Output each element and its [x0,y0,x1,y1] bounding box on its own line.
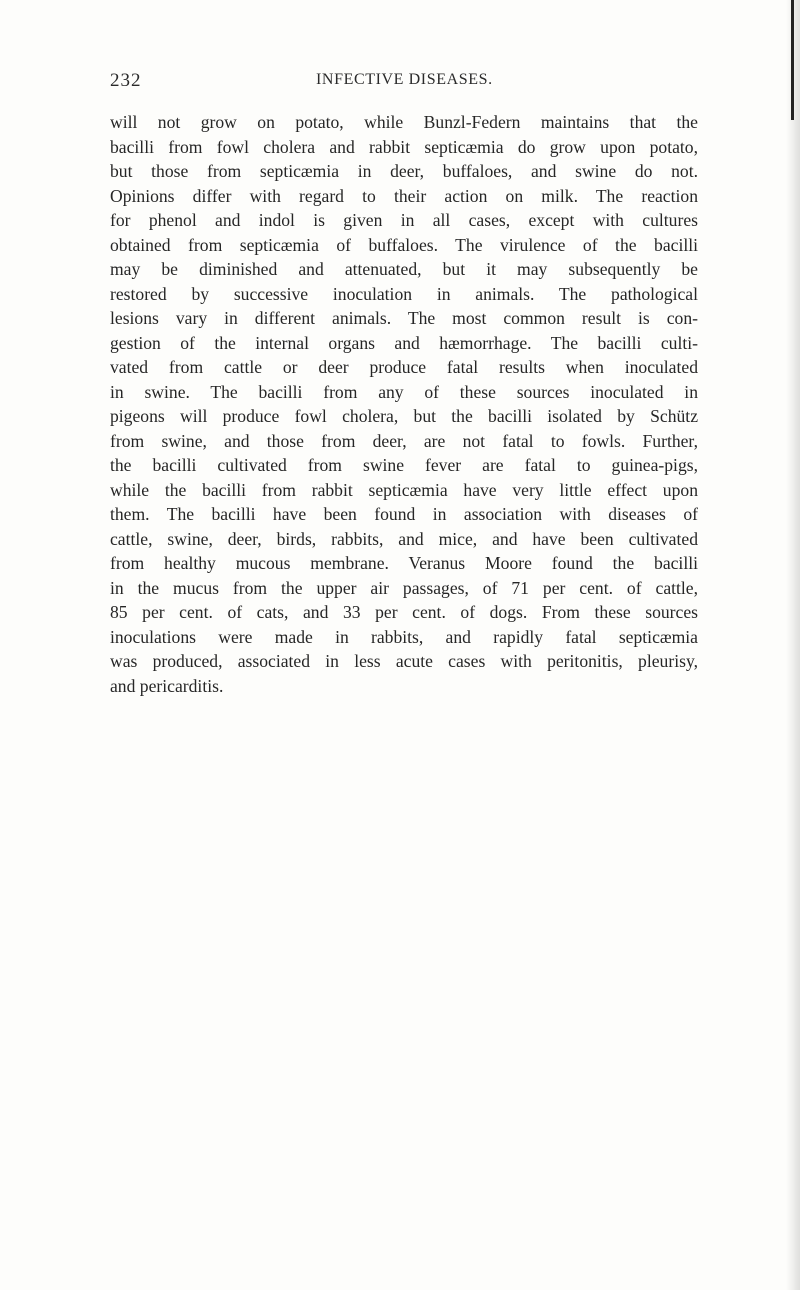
text-line: gestion of the internal organs and hæmorrhage. The bacilli culti- [110,332,698,353]
text-line: will not grow on potato, while Bunzl-Federn maintains that the [110,112,698,132]
text-line: from healthy mucous membrane. Veranus Moore found the bacilli [110,553,698,573]
running-title: INFECTIVE DISEASES. [316,71,493,88]
page-edge-shadow [786,0,800,1290]
text-line: the bacilli cultivated from swine fever are fatal to guinea-pigs, [110,455,698,475]
text-line: for phenol and indol is given in all cases, except with cultures [110,210,698,230]
text-line: may be diminished and attenuated, but it may subsequently be [110,259,698,279]
text-line: pigeons will produce fowl cholera, but the bacilli isolated by Schütz [110,406,698,426]
text-line: inoculations were made in rabbits, and rapidly fatal septicæmia [110,626,698,647]
text-line: and pericarditis. [110,675,224,696]
page-edge-line [791,0,794,120]
text-line: but those from septicæmia in deer, buffaloes, and swine do not. [110,161,698,181]
text-line: bacilli from fowl cholera and rabbit septicæmia do grow upon potato, [110,136,698,157]
text-line: 85 per cent. of cats, and 33 per cent. of dogs. From these sources [110,602,698,622]
text-line: vated from cattle or deer produce fatal results when inoculated [110,357,698,377]
text-line: in the mucus from the upper air passages, of 71 per cent. of cattle, [110,577,698,598]
text-line: was produced, associated in less acute cases with peritonitis, pleurisy, [110,651,698,671]
running-head [110,70,705,96]
text-line: cattle, swine, deer, birds, rabbits, and mice, and have been cultivated [110,528,698,549]
text-line: them. The bacilli have been found in association with diseases of [110,504,698,524]
body-paragraph [110,110,698,698]
text-line: obtained from septicæmia of buffaloes. The virulence of the bacilli [110,234,698,255]
text-line: while the bacilli from rabbit septicæmia have very little effect upon [110,479,698,500]
text-line: in swine. The bacilli from any of these sources inoculated in [110,381,698,402]
text-line: restored by successive inoculation in animals. The pathological [110,283,698,304]
page-number: 232 [110,70,142,91]
text-line: Opinions differ with regard to their action on milk. The reaction [110,185,698,206]
text-line: from swine, and those from deer, are not fatal to fowls. Further, [110,430,698,451]
text-line: lesions vary in different animals. The most common result is con- [110,308,698,328]
